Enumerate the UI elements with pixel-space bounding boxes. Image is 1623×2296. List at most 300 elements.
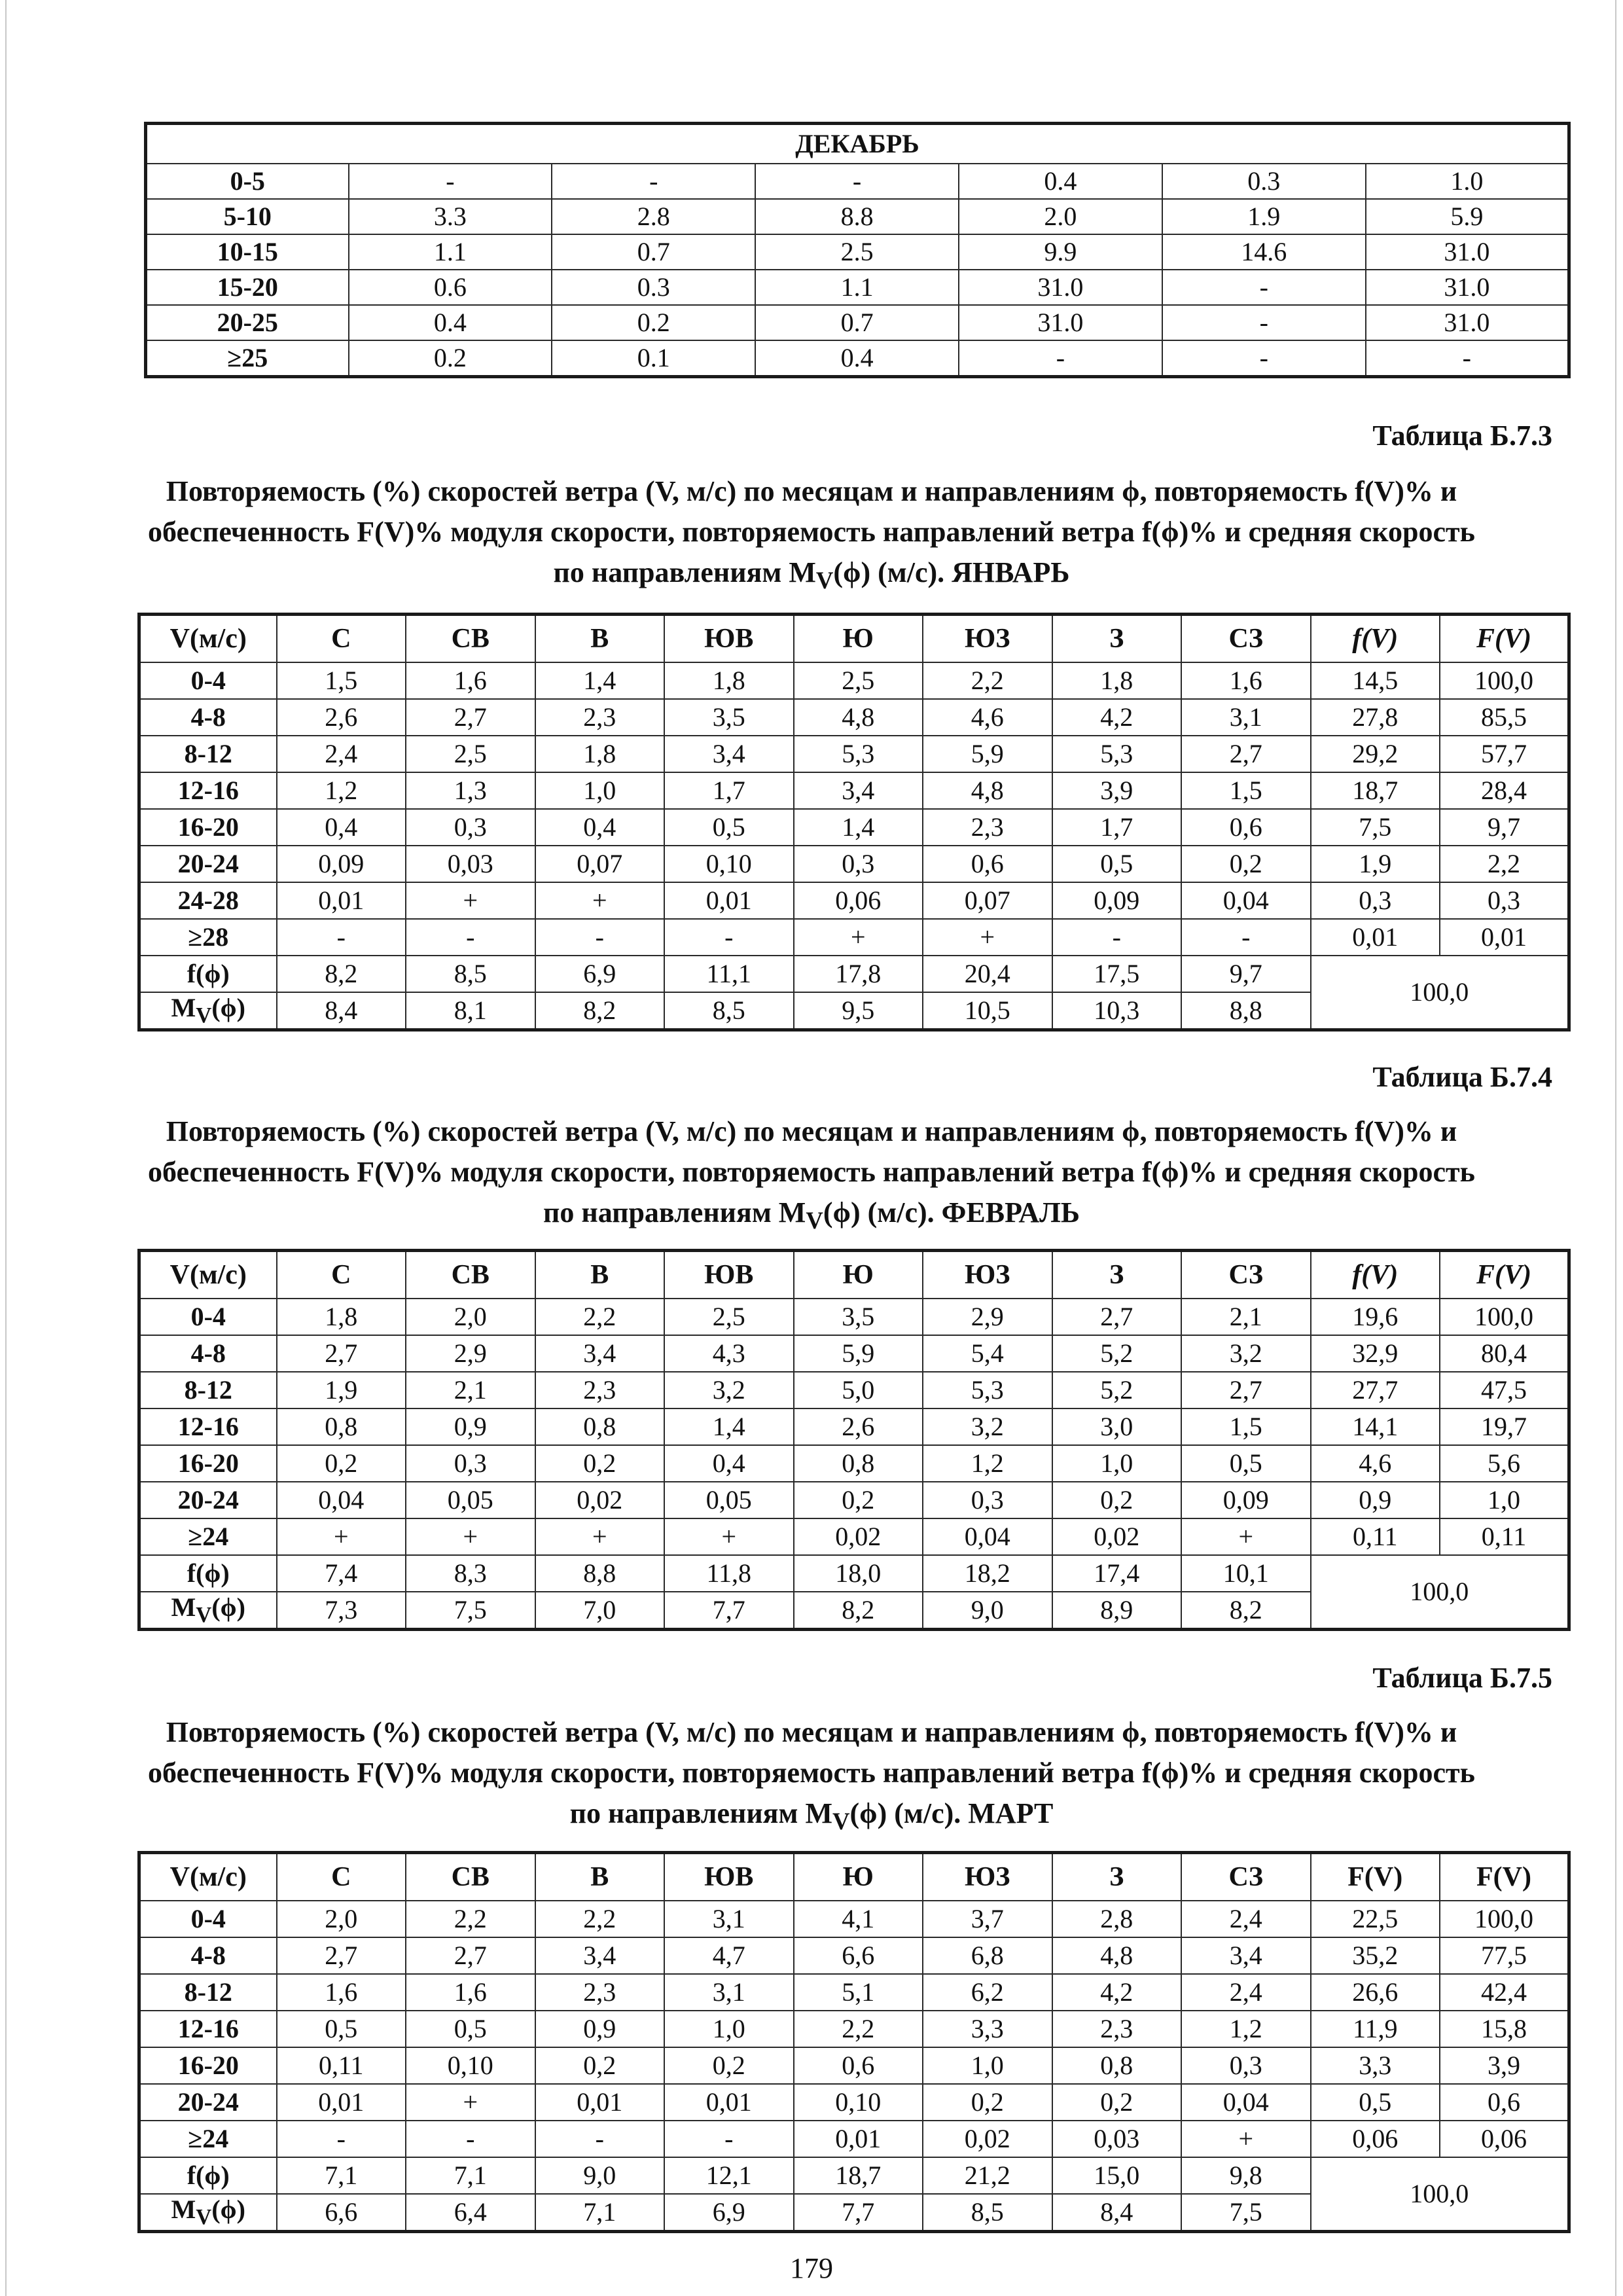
column-header: В [535, 1251, 665, 1299]
table-cell: 1,8 [277, 1299, 406, 1335]
table-cell: 17,8 [794, 956, 923, 992]
table-cell: 0,5 [1181, 1445, 1311, 1482]
table-cell: 0,01 [1440, 919, 1569, 956]
column-header: V(м/с) [139, 615, 277, 663]
table-cell: 0,3 [1311, 882, 1440, 919]
table-caption [131, 471, 1492, 601]
mv-symbol: M [171, 1592, 196, 1622]
table-cell: 7,3 [277, 1592, 406, 1630]
table-cell: 2,4 [277, 736, 406, 772]
table-cell: 2,3 [535, 1974, 665, 2011]
table-cell: 5,9 [794, 1335, 923, 1372]
table-cell: 4,8 [1052, 1937, 1182, 1974]
table-cell: 0,06 [1311, 2121, 1440, 2157]
table-row [139, 2121, 1569, 2157]
table-cell: 3,3 [923, 2011, 1052, 2047]
table-row [146, 234, 1569, 270]
table-cell: 2,2 [794, 2011, 923, 2047]
table-cell: 0,3 [1440, 882, 1569, 919]
mv-argument: (ϕ) [211, 992, 245, 1022]
table-cell: 0,2 [1181, 846, 1311, 882]
table-cell: 31.0 [1366, 270, 1569, 305]
table-cell: 4,8 [794, 699, 923, 736]
caption-end: (ϕ) (м/с). ФЕВРАЛЬ [823, 1196, 1080, 1229]
table-cell: 2,7 [406, 1937, 535, 1974]
table-cell: - [755, 164, 959, 199]
table-cell: 20,4 [923, 956, 1052, 992]
caption-subscript: V [815, 566, 834, 594]
january-table [137, 613, 1571, 1031]
table-cell: 0,2 [664, 2047, 794, 2084]
table-cell: 0.2 [552, 305, 755, 340]
row-header-cell: 16-20 [139, 1445, 277, 1482]
table-row [139, 846, 1569, 882]
table-cell: 0,8 [535, 1408, 665, 1445]
table-cell: - [1162, 340, 1366, 377]
table-cell: 0,01 [535, 2084, 665, 2121]
table-cell: 2,2 [406, 1901, 535, 1937]
table-cell: 0,07 [535, 846, 665, 882]
table-cell: 0,4 [277, 809, 406, 846]
table-cell: 5.9 [1366, 199, 1569, 234]
caption-subscript: V [806, 1206, 823, 1234]
table-cell: 7,1 [535, 2194, 665, 2232]
table-cell: - [349, 164, 552, 199]
table-cell: 2,8 [1052, 1901, 1182, 1937]
caption-text: Повторяемость (%) скоростей ветра (V, м/с) по месяцам и направлениям ϕ, повторяемость f(V)% и обеспеченность F(V)% модуля скорости, повторяемость направлений ветра f(ϕ)% и средняя скорость по направлениям M [148, 1115, 1475, 1229]
table-cell: 0,02 [535, 1482, 665, 1518]
table-cell: 2,2 [923, 662, 1052, 699]
table-cell: 0,8 [1052, 2047, 1182, 2084]
table-number: Таблица Б.7.5 [1372, 1662, 1552, 1694]
table-cell: - [406, 919, 535, 956]
mv-argument: (ϕ) [211, 1592, 245, 1622]
table-cell: 0,05 [664, 1482, 794, 1518]
column-header: V(м/с) [139, 1251, 277, 1299]
direction-frequency-row [139, 2157, 1569, 2194]
table-cell: 9,7 [1181, 956, 1311, 992]
table-cell: 0,2 [1052, 2084, 1182, 2121]
table-cell: 3,4 [535, 1937, 665, 1974]
table-cell: - [277, 919, 406, 956]
table-row [139, 1445, 1569, 1482]
row-header-cell: 0-4 [139, 1299, 277, 1335]
row-header-cell [139, 1592, 277, 1630]
column-header: ЮВ [664, 1251, 794, 1299]
table-cell: 0,11 [277, 2047, 406, 2084]
table-cell: 22,5 [1311, 1901, 1440, 1937]
table-cell: 0,10 [664, 846, 794, 882]
table-cell: 3,0 [1052, 1408, 1182, 1445]
table-cell: 0,8 [277, 1408, 406, 1445]
table-row [139, 1299, 1569, 1335]
table-cell: 0.1 [552, 340, 755, 377]
table-cell: 47,5 [1440, 1372, 1569, 1408]
column-header: Ю [794, 615, 923, 663]
row-header-cell: 20-24 [139, 846, 277, 882]
table-cell: 1,4 [664, 1408, 794, 1445]
column-header: f(V) [1311, 615, 1440, 663]
table-cell: 0,04 [1181, 2084, 1311, 2121]
mv-argument: (ϕ) [211, 2194, 245, 2224]
table-cell: 100,0 [1440, 1299, 1569, 1335]
column-header: СВ [406, 615, 535, 663]
table-cell: 7,4 [277, 1555, 406, 1592]
table-cell: 0,01 [794, 2121, 923, 2157]
december-body [146, 164, 1569, 377]
table-cell: 4,2 [1052, 1974, 1182, 2011]
table-cell: 0,3 [923, 1482, 1052, 1518]
table-cell: 14,1 [1311, 1408, 1440, 1445]
row-header-cell: 0-4 [139, 662, 277, 699]
mv-symbol: M [171, 2194, 196, 2224]
table-cell: 26,6 [1311, 1974, 1440, 2011]
total-cell: 100,0 [1311, 956, 1569, 1030]
table-cell: 0,09 [1181, 1482, 1311, 1518]
table-cell: 0,01 [664, 2084, 794, 2121]
column-header: С [277, 615, 406, 663]
table-cell: 31.0 [1366, 234, 1569, 270]
mv-symbol: M [171, 992, 196, 1022]
table-cell: 8,2 [1181, 1592, 1311, 1630]
table-row [146, 340, 1569, 377]
table-cell: 0,09 [277, 846, 406, 882]
table-cell: 7,5 [406, 1592, 535, 1630]
table-cell: + [535, 882, 665, 919]
header-row [139, 615, 1569, 663]
table-cell: 0,2 [277, 1445, 406, 1482]
table-cell: 5,0 [794, 1372, 923, 1408]
table-cell: 4,6 [923, 699, 1052, 736]
table-cell: + [1181, 1518, 1311, 1555]
table-cell: - [1366, 340, 1569, 377]
table-cell: 1,4 [794, 809, 923, 846]
table-cell: + [664, 1518, 794, 1555]
table-cell: 0,04 [277, 1482, 406, 1518]
table-cell: 7,0 [535, 1592, 665, 1630]
table-cell: 0,5 [664, 809, 794, 846]
column-header: F(V) [1440, 1853, 1569, 1901]
table-cell: 2,4 [1181, 1974, 1311, 2011]
table-cell: 0.3 [1162, 164, 1366, 199]
column-header: V(м/с) [139, 1853, 277, 1901]
table-row [139, 699, 1569, 736]
table-cell: 6,6 [794, 1937, 923, 1974]
table-cell: 1,0 [535, 772, 665, 809]
table-cell: + [277, 1518, 406, 1555]
table-cell: 6,9 [535, 956, 665, 992]
table-cell: 9.9 [959, 234, 1162, 270]
caption-end: (ϕ) (м/с). МАРТ [849, 1797, 1054, 1829]
table-number: Таблица Б.7.3 [1372, 420, 1552, 452]
table-cell: 32,9 [1311, 1335, 1440, 1372]
column-header: СЗ [1181, 615, 1311, 663]
table-cell: 0,02 [923, 2121, 1052, 2157]
table-row [139, 1335, 1569, 1372]
column-header: F(V) [1440, 1251, 1569, 1299]
table-cell: 3,3 [1311, 2047, 1440, 2084]
table-cell: 27,7 [1311, 1372, 1440, 1408]
table-cell: 10,3 [1052, 992, 1182, 1030]
table-cell: + [923, 919, 1052, 956]
row-header-cell: 0-5 [146, 164, 349, 199]
table-row [139, 736, 1569, 772]
row-header-cell: 12-16 [139, 2011, 277, 2047]
table-cell: 9,0 [923, 1592, 1052, 1630]
table-cell: 0.6 [349, 270, 552, 305]
mv-subscript: V [196, 1602, 212, 1627]
table-cell: 0,9 [1311, 1482, 1440, 1518]
table-cell: 1,0 [1440, 1482, 1569, 1518]
table-cell: + [406, 1518, 535, 1555]
table-cell: 8,2 [277, 956, 406, 992]
table-cell: 10,1 [1181, 1555, 1311, 1592]
table-cell: 77,5 [1440, 1937, 1569, 1974]
table-cell: 1,5 [277, 662, 406, 699]
table-cell: 3,1 [1181, 699, 1311, 736]
table-cell: 2.5 [755, 234, 959, 270]
table-cell: 6,9 [664, 2194, 794, 2232]
column-header: Ю [794, 1251, 923, 1299]
table-cell: 0,3 [406, 809, 535, 846]
table-cell: 5,3 [923, 1372, 1052, 1408]
table-cell: 42,4 [1440, 1974, 1569, 2011]
caption-text: Повторяемость (%) скоростей ветра (V, м/с) по месяцам и направлениям ϕ, повторяемость f(V)% и обеспеченность F(V)% модуля скорости, повторяемость направлений ветра f(ϕ)% и средняя скорость по направлениям M [148, 1716, 1475, 1829]
scan-edge-line [1615, 0, 1616, 2296]
table-cell: 0,4 [664, 1445, 794, 1482]
table-cell: 0,11 [1440, 1518, 1569, 1555]
table-cell: 1,2 [277, 772, 406, 809]
march-table [137, 1851, 1571, 2233]
table-cell: 15,8 [1440, 2011, 1569, 2047]
table-row [139, 772, 1569, 809]
table-cell: 2,6 [794, 1408, 923, 1445]
table-cell: 17,4 [1052, 1555, 1182, 1592]
table-cell: - [664, 919, 794, 956]
table-cell: 0,07 [923, 882, 1052, 919]
table-cell: 0,06 [1440, 2121, 1569, 2157]
table-cell: 6,6 [277, 2194, 406, 2232]
table-row [146, 199, 1569, 234]
table-cell: 0,3 [406, 1445, 535, 1482]
direction-frequency-row [139, 1555, 1569, 1592]
table-cell: 21,2 [923, 2157, 1052, 2194]
february-table [137, 1249, 1571, 1631]
table-cell: 0,6 [1181, 809, 1311, 846]
table-cell: 3,4 [1181, 1937, 1311, 1974]
table-cell: 9,0 [535, 2157, 665, 2194]
table-cell: 18,0 [794, 1555, 923, 1592]
column-header: F(V) [1311, 1853, 1440, 1901]
table-cell: 100,0 [1440, 662, 1569, 699]
table-cell: 8,8 [535, 1555, 665, 1592]
table-cell: 10,5 [923, 992, 1052, 1030]
table-cell: 6,4 [406, 2194, 535, 2232]
column-header: З [1052, 615, 1182, 663]
row-header-cell: 8-12 [139, 1974, 277, 2011]
table-cell: 2,2 [535, 1901, 665, 1937]
total-cell: 100,0 [1311, 2157, 1569, 2232]
table-cell: 0,01 [277, 2084, 406, 2121]
table-cell: - [664, 2121, 794, 2157]
table-cell: + [406, 882, 535, 919]
table-cell: 8,2 [794, 1592, 923, 1630]
mv-subscript: V [196, 1003, 212, 1028]
table-cell: + [535, 1518, 665, 1555]
table-cell: 5,6 [1440, 1445, 1569, 1482]
table-cell: 2,9 [923, 1299, 1052, 1335]
table-cell: 0,09 [1052, 882, 1182, 919]
table-cell: 31.0 [959, 305, 1162, 340]
table-row [146, 305, 1569, 340]
table-cell: 1,6 [277, 1974, 406, 2011]
table-row [139, 919, 1569, 956]
table-cell: 3,9 [1440, 2047, 1569, 2084]
total-cell: 100,0 [1311, 1555, 1569, 1630]
table-cell: 0.2 [349, 340, 552, 377]
table-row [139, 1408, 1569, 1445]
table-cell: 1.1 [755, 270, 959, 305]
table-cell: - [1181, 919, 1311, 956]
row-header-cell: 4-8 [139, 1937, 277, 1974]
table-cell: 18,2 [923, 1555, 1052, 1592]
table-cell: 14,5 [1311, 662, 1440, 699]
table-cell: 0,6 [794, 2047, 923, 2084]
table-cell: 5,1 [794, 1974, 923, 2011]
table-caption [131, 1111, 1492, 1241]
column-header: ЮВ [664, 615, 794, 663]
table-cell: 0,2 [794, 1482, 923, 1518]
table-cell: 7,7 [794, 2194, 923, 2232]
row-header-cell: 20-25 [146, 305, 349, 340]
table-cell: + [1181, 2121, 1311, 2157]
column-header: ЮВ [664, 1853, 794, 1901]
table-row [146, 164, 1569, 199]
table-cell: 3,9 [1052, 772, 1182, 809]
table-cell: 17,5 [1052, 956, 1182, 992]
table-cell: 0,01 [1311, 919, 1440, 956]
row-header-cell: 5-10 [146, 199, 349, 234]
column-header: СЗ [1181, 1853, 1311, 1901]
row-header-cell [139, 992, 277, 1030]
table-cell: 8,5 [923, 2194, 1052, 2232]
table-cell: 5,4 [923, 1335, 1052, 1372]
column-header: СВ [406, 1251, 535, 1299]
table-cell: 0,5 [1311, 2084, 1440, 2121]
table-cell: 0,10 [794, 2084, 923, 2121]
table-cell: 1,9 [277, 1372, 406, 1408]
row-header-cell: 20-24 [139, 1482, 277, 1518]
table-cell: 3,2 [923, 1408, 1052, 1445]
table-cell: 7,5 [1311, 809, 1440, 846]
table-cell: 2,3 [535, 699, 665, 736]
table-cell: 8,5 [664, 992, 794, 1030]
table-row [139, 1901, 1569, 1937]
table-cell: 2,0 [406, 1299, 535, 1335]
table-cell: 0.3 [552, 270, 755, 305]
scan-edge-line [5, 0, 7, 2296]
row-header-cell: 0-4 [139, 1901, 277, 1937]
table-cell: - [277, 2121, 406, 2157]
table-cell: 27,8 [1311, 699, 1440, 736]
table-cell: 2,0 [277, 1901, 406, 1937]
table-cell: 2,5 [664, 1299, 794, 1335]
december-table [144, 122, 1571, 378]
table-cell: 57,7 [1440, 736, 1569, 772]
row-header-cell: 10-15 [146, 234, 349, 270]
table-cell: 1,0 [1052, 1445, 1182, 1482]
row-header-cell: f(ϕ) [139, 2157, 277, 2194]
table-cell: 2,6 [277, 699, 406, 736]
table-row [139, 1372, 1569, 1408]
table-cell: 2,1 [1181, 1299, 1311, 1335]
table-cell: 8,8 [1181, 992, 1311, 1030]
table-cell: 3,7 [923, 1901, 1052, 1937]
table-cell: - [535, 919, 665, 956]
table-cell: 2,1 [406, 1372, 535, 1408]
column-header: В [535, 615, 665, 663]
table-row [139, 882, 1569, 919]
table-cell: 0,05 [406, 1482, 535, 1518]
table-cell: 5,3 [794, 736, 923, 772]
table-cell: 0,10 [406, 2047, 535, 2084]
table-cell: 1,3 [406, 772, 535, 809]
table-cell: 2,3 [923, 809, 1052, 846]
table-row [139, 809, 1569, 846]
table-row [139, 1482, 1569, 1518]
table-cell: 0,5 [406, 2011, 535, 2047]
table-row [139, 2011, 1569, 2047]
table-cell: 4,1 [794, 1901, 923, 1937]
table-row [146, 270, 1569, 305]
table-cell: 2,5 [794, 662, 923, 699]
row-header-cell: 8-12 [139, 1372, 277, 1408]
table-row [139, 662, 1569, 699]
table-cell: - [959, 340, 1162, 377]
table-cell: 2,5 [406, 736, 535, 772]
caption-end: (ϕ) (м/с). ЯНВАРЬ [833, 556, 1070, 588]
table-cell: 0,03 [1052, 2121, 1182, 2157]
table-cell: 0.7 [552, 234, 755, 270]
column-header: С [277, 1853, 406, 1901]
table-cell: 9,8 [1181, 2157, 1311, 2194]
table-cell: 1,5 [1181, 1408, 1311, 1445]
table-cell: 2,7 [1052, 1299, 1182, 1335]
table-cell: 19,7 [1440, 1408, 1569, 1445]
table-cell: 3,2 [1181, 1335, 1311, 1372]
row-header-cell: 16-20 [139, 809, 277, 846]
table-cell: 8,2 [535, 992, 665, 1030]
table-cell: 4,2 [1052, 699, 1182, 736]
table-cell: 1,8 [535, 736, 665, 772]
table-cell: 0.4 [755, 340, 959, 377]
table-cell: 0,11 [1311, 1518, 1440, 1555]
table-cell: 2,3 [535, 1372, 665, 1408]
table-cell: 0,9 [535, 2011, 665, 2047]
table-cell: 28,4 [1440, 772, 1569, 809]
table-cell: 8,9 [1052, 1592, 1182, 1630]
table-cell: 12,1 [664, 2157, 794, 2194]
row-header-cell: 20-24 [139, 2084, 277, 2121]
table-cell: 80,4 [1440, 1335, 1569, 1372]
table-cell: 11,8 [664, 1555, 794, 1592]
table-cell: 7,7 [664, 1592, 794, 1630]
table-cell: - [552, 164, 755, 199]
table-cell: 8.8 [755, 199, 959, 234]
table-cell: 0,04 [923, 1518, 1052, 1555]
column-header: ЮЗ [923, 1853, 1052, 1901]
table-cell: 7,1 [277, 2157, 406, 2194]
